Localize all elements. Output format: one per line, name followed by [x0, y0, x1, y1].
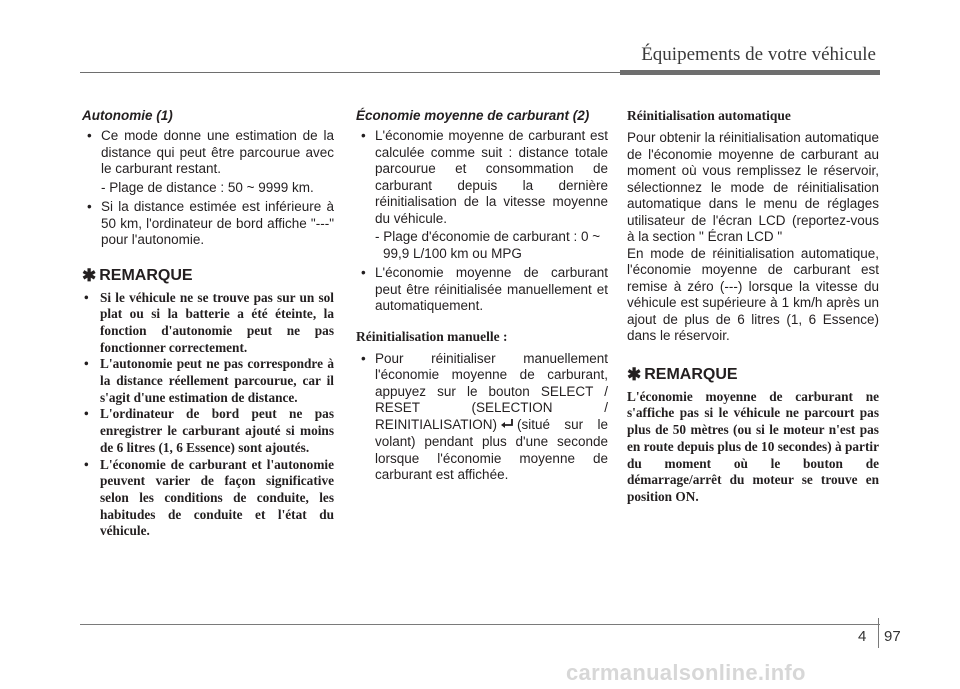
bullet-calcul: • L'économie moyenne de carburant est calculée comme suit : distance totale parcourue et consommation de carburant depuis la dernière réinitialisation de la vitesse moyenne du véhicule. [356, 128, 608, 227]
enter-return-icon [500, 418, 514, 435]
dash-plage-distance: - Plage de distance : 50 ~ 9999 km. [101, 179, 314, 195]
footer-rule [80, 624, 880, 625]
auto-reset-title: Réinitialisation automatique [627, 108, 791, 123]
bullet-distance-inferieure: • Si la distance estimée est inférieure à 50 km, l'ordinateur de bord affiche "---" pour l'autonomie. [82, 199, 334, 249]
asterisk-icon: ✱ [82, 265, 97, 285]
note-title: REMARQUE [99, 266, 193, 284]
column-2 [356, 108, 608, 486]
dash-plage-economie: - Plage d'économie de carburant : 0 ~ 99,9 L/100 km ou MPG [375, 229, 601, 261]
note-item-2: • L'autonomie peut ne pas correspondre à la distance réellement parcourue, car il s'agit d'une estimation de distance. [82, 356, 334, 406]
column-3 [627, 108, 879, 506]
bullet-reinitialisee: • L'économie moyenne de carburant peut être réinitialisée manuellement et automatiquement. [356, 265, 608, 315]
subtitle-autonomie: Autonomie (1) [82, 108, 173, 123]
chapter-number: 4 [858, 628, 867, 645]
manual-reset-text-post: (situé sur le volant) pendant plus d'une seconde lorsque l'économie moyenne de carburant est affichée. [375, 416, 608, 482]
note-title-2: REMARQUE [644, 365, 738, 383]
note-item-1: • Si le véhicule ne se trouve pas sur un sol plat ou si la batterie a été éteinte, la fonction d'autonomie peut ne pas fonctionner correctement. [82, 290, 334, 357]
manual-reset-text-pre: Pour réinitialiser manuellement l'économie moyenne de carburant, appuyez sur le bouton SELECT / RESET (SELECTION / REINITIALISATION) [375, 350, 608, 432]
note-item-4: • L'économie de carburant et l'autonomie peuvent varier de façon significative selon les conditions de conduite, les habitudes de conduite et l'état du véhicule. [82, 457, 334, 541]
subtitle-economie-moyenne: Économie moyenne de carburant (2) [356, 108, 590, 123]
page-number: 97 [884, 628, 901, 645]
auto-reset-paragraph-1: Pour obtenir la réinitialisation automatique de l'économie moyenne de carburant au moment où vous remplissez le réservoir, sélectionnez le mode de réinitialisation automatique dans le menu de réglages utilisateur de l'écran LCD (reportez-vous à la section " Écran LCD " [627, 130, 879, 244]
note-heading-2 [627, 365, 879, 385]
page-header-title: Équipements de votre véhicule [641, 44, 876, 65]
note-paragraph: L'économie moyenne de carburant ne s'affiche pas si le véhicule ne parcourt pas plus de 50 mètres (ou si le moteur n'est pas en route depuis plus de 10 secondes) à partir du moment où le bouton de démarrage/arrêt du moteur se trouve en position ON. [627, 388, 879, 505]
note-item-3: • L'ordinateur de bord peut ne pas enregistrer le carburant ajouté si moins de 6 litres (1, 6 Essence) sont ajoutés. [82, 406, 334, 456]
bullet-estimation: • Ce mode donne une estimation de la distance qui peut être parcourue avec le carburant restant. [82, 128, 334, 178]
asterisk-icon-2: ✱ [627, 364, 642, 384]
auto-reset-paragraph-2: En mode de réinitialisation automatique, l'économie moyenne de carburant est remise à zéro (---) lorsque la vitesse du véhicule est supérieure à 1 km/h après un ajout de plus de 6 litres (1, 6 Essence) dans le réservoir. [627, 245, 879, 343]
note-heading [82, 266, 334, 286]
manual-reset-title: Réinitialisation manuelle : [356, 328, 508, 344]
header-bar [620, 70, 880, 75]
page-number-separator [878, 618, 879, 648]
watermark-text: carmanualsonline.info [566, 660, 806, 685]
column-1 [82, 108, 334, 540]
bullet-manual-reset [356, 351, 608, 484]
